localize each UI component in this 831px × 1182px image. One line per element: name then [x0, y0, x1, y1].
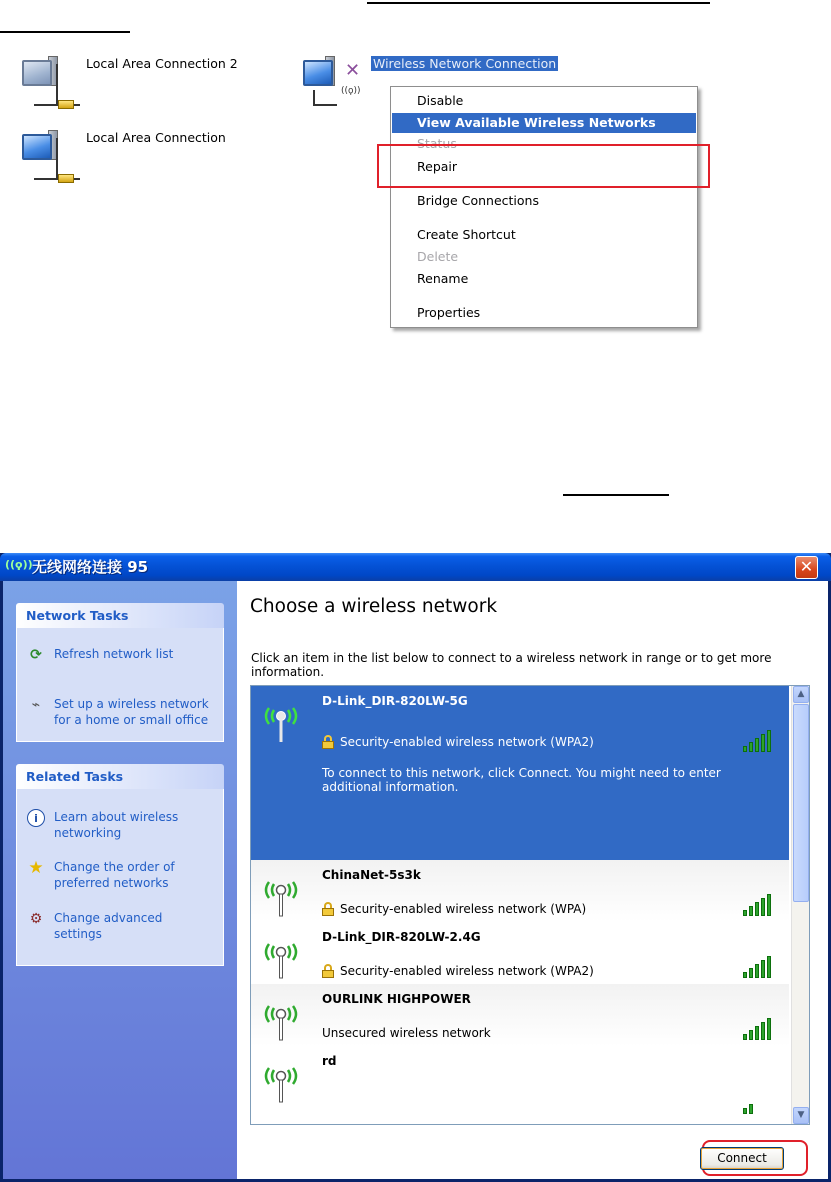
connection-label: Wireless Network Connection — [373, 56, 557, 71]
wireless-setup-icon: ⌁ — [31, 697, 41, 713]
network-name: ChinaNet-5s3k — [322, 868, 421, 882]
signal-strength-icon — [743, 1018, 779, 1040]
menu-item-bridge-connections[interactable]: Bridge Connections — [417, 193, 539, 208]
doc-underline — [367, 2, 710, 4]
network-name: rd — [322, 1054, 337, 1068]
link-label: Learn about wireless networking — [54, 810, 179, 840]
connection-label: Local Area Connection 2 — [86, 56, 238, 71]
close-icon: ✕ — [799, 557, 814, 576]
menu-item-delete: Delete — [417, 249, 459, 264]
network-tasks-heading: Network Tasks — [16, 603, 224, 628]
security-label: Security-enabled wireless network (WPA2) — [340, 964, 594, 978]
signal-bar — [761, 898, 765, 916]
connection-local-area[interactable] — [20, 128, 226, 186]
menu-separator — [393, 294, 695, 295]
network-name: OURLINK HIGHPOWER — [322, 992, 471, 1006]
signal-bar — [767, 730, 771, 752]
signal-bar — [755, 1100, 759, 1114]
setup-wireless-network-link[interactable] — [27, 696, 214, 728]
network-security — [322, 964, 594, 978]
network-item[interactable] — [251, 860, 789, 922]
window-title: 无线网络连接 95 — [32, 558, 149, 576]
lock-icon — [322, 964, 334, 978]
menu-item-disable[interactable]: Disable — [417, 93, 464, 108]
signal-bar — [755, 1026, 759, 1040]
signal-bar — [755, 964, 759, 978]
refresh-icon: ⟳ — [30, 647, 42, 663]
link-label: Refresh network list — [54, 647, 174, 661]
signal-bar — [755, 738, 759, 752]
scrollbar[interactable] — [791, 686, 809, 1124]
signal-bar — [749, 1030, 753, 1040]
star-icon: ★ — [28, 858, 44, 878]
signal-bar — [761, 1022, 765, 1040]
signal-bar — [761, 1096, 765, 1114]
signal-strength-icon — [743, 894, 779, 916]
signal-bar — [749, 742, 753, 752]
network-list — [250, 685, 810, 1125]
signal-bar — [749, 906, 753, 916]
page-title: Choose a wireless network — [250, 596, 498, 617]
network-detail: To connect to this network, click Connect. You might need to enter additional information. — [322, 766, 721, 794]
signal-bar — [761, 960, 765, 978]
wired-computer-icon — [20, 128, 82, 186]
task-pane — [3, 581, 237, 1179]
highlight-annotation-box — [377, 144, 710, 188]
settings-icon: ⚙ — [29, 911, 43, 927]
wireless-antenna-icon — [261, 936, 301, 980]
menu-item-properties[interactable]: Properties — [417, 305, 481, 320]
connection-label: Local Area Connection — [86, 130, 226, 145]
signal-bar — [767, 956, 771, 978]
menu-item-repair[interactable]: Repair — [417, 159, 458, 174]
network-security — [322, 1026, 491, 1040]
dialog-body — [3, 581, 828, 1179]
network-name: D-Link_DIR-820LW-2.4G — [322, 930, 481, 944]
scroll-thumb[interactable] — [793, 704, 809, 902]
menu-item-status: Status — [417, 136, 457, 151]
signal-strength-icon — [743, 1092, 779, 1114]
network-tasks-body — [16, 628, 224, 742]
disconnected-x-icon: ✕ — [345, 60, 361, 81]
network-name: D-Link_DIR-820LW-5G — [322, 694, 468, 708]
change-advanced-settings-link[interactable] — [27, 910, 214, 942]
title-bar[interactable] — [0, 553, 831, 581]
wired-computer-icon — [20, 54, 82, 112]
scroll-down-button[interactable]: ▼ — [793, 1107, 809, 1124]
menu-separator — [393, 216, 695, 217]
signal-strength-icon — [743, 956, 779, 978]
refresh-network-list-link[interactable] — [27, 646, 214, 664]
signal-bar — [743, 1108, 747, 1114]
signal-bar — [749, 968, 753, 978]
signal-bar — [761, 734, 765, 752]
wireless-antenna-icon — [261, 1060, 301, 1104]
wireless-antenna-icon — [261, 998, 301, 1042]
doc-underline — [563, 494, 669, 496]
lock-icon — [322, 902, 334, 916]
signal-bar — [749, 1104, 753, 1114]
doc-underline — [0, 31, 130, 33]
menu-item-rename[interactable]: Rename — [417, 271, 469, 286]
menu-item-view-available-wireless-networks[interactable]: View Available Wireless Networks — [392, 113, 696, 133]
wireless-signal-icon: ((ϙ)) — [341, 86, 361, 96]
info-icon: i — [27, 809, 45, 827]
signal-bar — [743, 972, 747, 978]
link-label: Change the order of preferred networks — [54, 860, 175, 890]
signal-bar — [743, 746, 747, 752]
menu-item-create-shortcut[interactable]: Create Shortcut — [417, 227, 516, 242]
security-label: Unsecured wireless network — [322, 1026, 491, 1040]
signal-bar — [767, 1018, 771, 1040]
connect-button[interactable]: Connect — [700, 1147, 784, 1170]
close-button[interactable] — [795, 556, 818, 579]
signal-bar — [755, 902, 759, 916]
wireless-antenna-icon — [261, 874, 301, 918]
signal-strength-icon — [743, 730, 779, 752]
network-item[interactable] — [251, 922, 789, 984]
signal-bar — [743, 1034, 747, 1040]
instructions-text: Click an item in the list below to connect to a wireless network in range or to get more information. — [251, 651, 772, 679]
wireless-antenna-icon: ((ϙ)) — [5, 558, 33, 571]
link-label: Change advanced settings — [54, 911, 163, 941]
connection-local-area-2[interactable] — [20, 54, 238, 112]
lock-icon — [322, 735, 334, 749]
content-area — [237, 581, 828, 1179]
network-item[interactable] — [251, 1046, 789, 1125]
security-label: Security-enabled wireless network (WPA2) — [340, 735, 594, 749]
scroll-up-button[interactable]: ▲ — [793, 686, 809, 703]
network-security — [322, 902, 586, 916]
wireless-computer-disconnected-icon — [303, 54, 371, 112]
related-tasks-body — [16, 789, 224, 966]
network-tasks-panel — [16, 603, 224, 742]
network-security — [322, 735, 594, 749]
link-label: Set up a wireless network for a home or small office — [54, 697, 209, 727]
wireless-network-dialog — [0, 553, 831, 1182]
network-item[interactable] — [251, 984, 789, 1046]
related-tasks-panel — [16, 764, 224, 966]
network-connections-panel — [0, 40, 760, 348]
context-menu — [390, 86, 698, 328]
related-tasks-heading: Related Tasks — [16, 764, 224, 789]
signal-bar — [767, 894, 771, 916]
wireless-antenna-icon — [261, 700, 301, 744]
change-network-order-link[interactable] — [27, 859, 214, 891]
network-item[interactable] — [251, 686, 789, 860]
learn-about-wireless-link[interactable] — [27, 809, 214, 841]
signal-bar — [743, 910, 747, 916]
signal-bar — [767, 1092, 771, 1114]
security-label: Security-enabled wireless network (WPA) — [340, 902, 587, 916]
